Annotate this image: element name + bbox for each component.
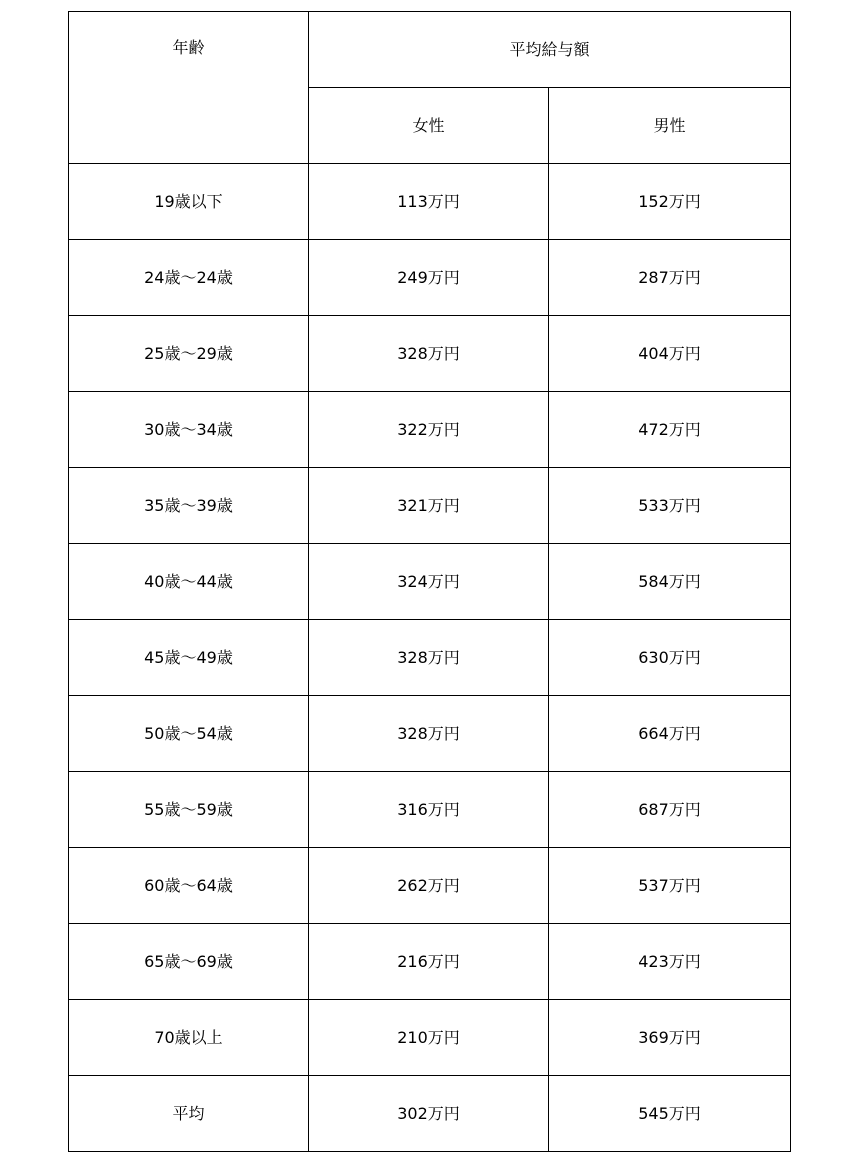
- cell-age: 70歳以上: [69, 1000, 309, 1076]
- header-female: 女性: [309, 88, 549, 164]
- cell-male: 584万円: [549, 544, 791, 620]
- cell-female: 328万円: [309, 620, 549, 696]
- cell-age: 35歳～39歳: [69, 468, 309, 544]
- cell-age: 25歳～29歳: [69, 316, 309, 392]
- table-row: [69, 772, 791, 848]
- cell-age: 65歳～69歳: [69, 924, 309, 1000]
- cell-male: 664万円: [549, 696, 791, 772]
- cell-female: 316万円: [309, 772, 549, 848]
- cell-male: 423万円: [549, 924, 791, 1000]
- cell-female: 324万円: [309, 544, 549, 620]
- cell-male: 287万円: [549, 240, 791, 316]
- table-row: [69, 1076, 791, 1152]
- cell-age: 30歳～34歳: [69, 392, 309, 468]
- cell-age: 50歳～54歳: [69, 696, 309, 772]
- table-row: [69, 240, 791, 316]
- cell-female: 216万円: [309, 924, 549, 1000]
- cell-male: 472万円: [549, 392, 791, 468]
- cell-female: 328万円: [309, 696, 549, 772]
- cell-male: 537万円: [549, 848, 791, 924]
- table-row: [69, 468, 791, 544]
- cell-female: 321万円: [309, 468, 549, 544]
- table-row: [69, 1000, 791, 1076]
- header-age: 年齢: [69, 12, 309, 164]
- table-row: [69, 164, 791, 240]
- cell-age: 19歳以下: [69, 164, 309, 240]
- cell-female: 328万円: [309, 316, 549, 392]
- cell-female: 249万円: [309, 240, 549, 316]
- cell-female: 262万円: [309, 848, 549, 924]
- cell-male: 630万円: [549, 620, 791, 696]
- cell-age: 60歳～64歳: [69, 848, 309, 924]
- cell-age: 55歳～59歳: [69, 772, 309, 848]
- cell-female: 302万円: [309, 1076, 549, 1152]
- cell-female: 322万円: [309, 392, 549, 468]
- cell-male: 533万円: [549, 468, 791, 544]
- cell-age: 40歳～44歳: [69, 544, 309, 620]
- cell-age: 平均: [69, 1076, 309, 1152]
- cell-male: 687万円: [549, 772, 791, 848]
- table-row: [69, 924, 791, 1000]
- cell-male: 152万円: [549, 164, 791, 240]
- table-row: [69, 696, 791, 772]
- table-row: [69, 544, 791, 620]
- cell-male: 545万円: [549, 1076, 791, 1152]
- table-row: [69, 316, 791, 392]
- cell-male: 369万円: [549, 1000, 791, 1076]
- header-row: [69, 12, 791, 88]
- table-row: [69, 392, 791, 468]
- header-male: 男性: [549, 88, 791, 164]
- salary-table: [68, 11, 791, 1152]
- header-avg-salary: 平均給与額: [309, 12, 791, 88]
- cell-age: 24歳～24歳: [69, 240, 309, 316]
- cell-female: 210万円: [309, 1000, 549, 1076]
- table-row: [69, 848, 791, 924]
- cell-female: 113万円: [309, 164, 549, 240]
- table-row: [69, 620, 791, 696]
- cell-age: 45歳～49歳: [69, 620, 309, 696]
- cell-male: 404万円: [549, 316, 791, 392]
